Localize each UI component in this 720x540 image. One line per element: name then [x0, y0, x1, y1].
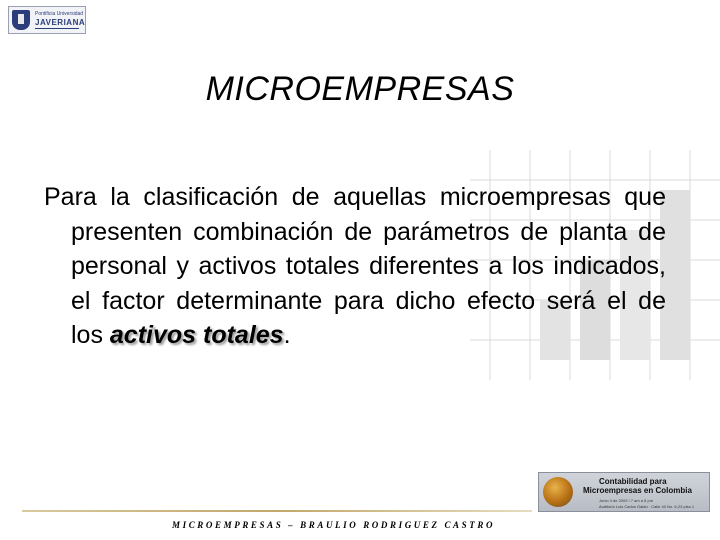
footer-text: MICROEMPRESAS – BRAULIO RODRIGUEZ CASTRO — [172, 520, 496, 530]
banner-line-2: Microempresas en Colombia — [583, 486, 692, 495]
globe-icon — [543, 477, 573, 507]
banner-line-4: Auditorio Luis Carlos Galán · Calle 40 No. 6-23 piso 1 — [599, 504, 695, 509]
emphasis-text: activos totales — [109, 321, 284, 349]
page-title: MICROEMPRESAS — [205, 70, 515, 108]
banner-line-1: Contabilidad para — [599, 477, 667, 486]
paragraph-end: . — [283, 321, 291, 349]
crest-icon — [12, 10, 30, 30]
footer-divider — [22, 510, 532, 512]
paragraph-text: Para la clasificación de aquellas microempresas que presenten combinación de parámetros de planta de personal y activos totales diferentes a los indicados, el factor determinante para dicho efecto será el de los — [44, 183, 666, 349]
logo-underline — [35, 28, 79, 29]
event-banner — [538, 472, 710, 512]
body-paragraph — [44, 180, 666, 353]
university-logo — [8, 6, 86, 34]
logo-line-1: Pontificia Universidad — [35, 11, 84, 17]
logo-line-2: JAVERIANA — [35, 18, 86, 27]
banner-line-3: Junio 4 de 2009 / 7 am a 6 pm — [599, 498, 654, 503]
